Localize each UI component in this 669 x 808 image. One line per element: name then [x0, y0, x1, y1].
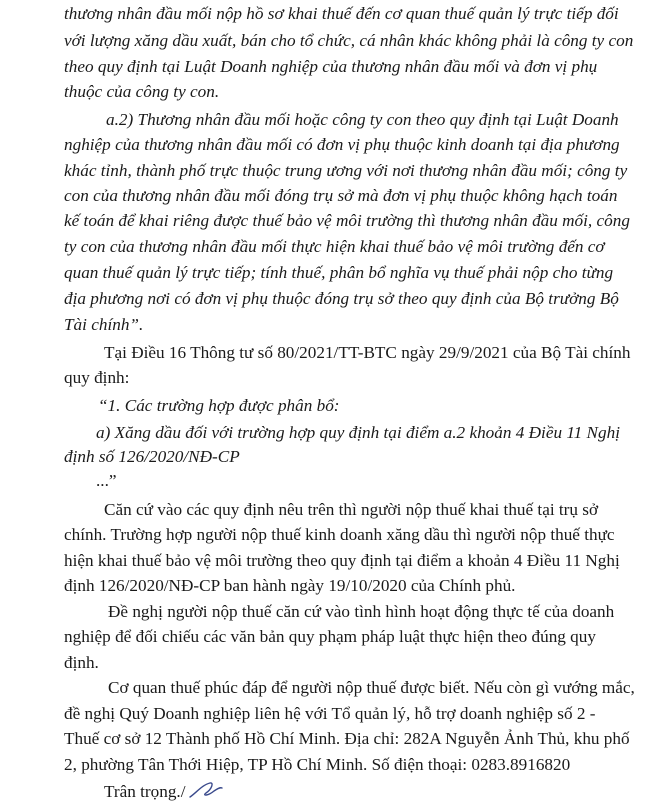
text-line: a) Xăng dầu đối với trường hợp quy định tại điểm a.2 khoản 4 Điều 11 Nghị — [96, 423, 620, 442]
text-line: khác tỉnh, thành phố trực thuộc trung ương với nơi thương nhân đầu mối; công ty — [64, 161, 628, 180]
text-line: với lượng xăng dầu xuất, bán cho tổ chức, cá nhân khác không phải là công ty con — [64, 31, 634, 50]
text-line: kế toán để khai riêng được thuế bảo vệ môi trường thì thương nhân đầu mối, công — [64, 211, 630, 230]
text-line: Tài chính”. — [64, 315, 144, 334]
text-line: con của thương nhân đầu mối đóng trụ sở mà đơn vị phụ thuộc không hạch toán — [64, 186, 618, 205]
text-line: thương nhân đầu mối nộp hồ sơ khai thuế đến cơ quan thuế quản lý trực tiếp đối — [64, 4, 619, 23]
text-line: 2, phường Tân Thới Hiệp, TP Hồ Chí Minh. Số điện thoại: 0283.8916820 — [64, 755, 571, 774]
signature-icon — [188, 779, 224, 807]
text-line: chính. Trường hợp người nộp thuế kinh doanh xăng dầu thì người nộp thuế thực — [64, 525, 615, 544]
text-line: nghiệp của thương nhân đầu mối có đơn vị phụ thuộc kinh doanh tại địa phương — [64, 135, 620, 154]
text-line: “1. Các trường hợp được phân bổ: — [98, 396, 340, 415]
text-line: Cơ quan thuế phúc đáp để người nộp thuế được biết. Nếu còn gì vướng mắc, — [108, 678, 635, 697]
closing-line — [104, 779, 669, 807]
text-line: hiện khai thuế bảo vệ môi trường theo quy định tại điểm a khoản 4 Điều 11 Nghị — [64, 551, 620, 570]
text-line: địa phương nơi có đơn vị phụ thuộc đóng trụ sở theo quy định của Bộ trưởng Bộ — [64, 289, 619, 308]
text-line: Thuế cơ sở 12 Thành phố Hồ Chí Minh. Địa chỉ: 282A Nguyễn Ảnh Thủ, khu phố — [64, 729, 630, 748]
text-line: định 126/2020/NĐ-CP ban hành ngày 19/10/2020 của Chính phủ. — [64, 576, 516, 595]
closing-text: Trân trọng./ — [104, 781, 186, 801]
text-line: nghiệp để đối chiếu các văn bản quy phạm pháp luật thực hiện theo đúng quy — [64, 627, 596, 646]
text-line: ty con của thương nhân đầu mối thực hiện khai thuế bảo vệ môi trường đến cơ — [64, 237, 605, 256]
text-line: đề nghị Quý Doanh nghiệp liên hệ với Tổ quản lý, hỗ trợ doanh nghiệp số 2 - — [64, 704, 596, 723]
text-line: Đề nghị người nộp thuế căn cứ vào tình hình hoạt động thực tế của doanh — [108, 602, 615, 621]
text-line: quan thuế quản lý trực tiếp; tính thuế, phân bổ nghĩa vụ thuế phải nộp cho từng — [64, 263, 614, 282]
text-line: a.2) Thương nhân đầu mối hoặc công ty con theo quy định tại Luật Doanh — [106, 110, 619, 129]
text-line: theo quy định tại Luật Doanh nghiệp của thương nhân đầu mối và đơn vị phụ — [64, 57, 598, 76]
text-line: định số 126/2020/NĐ-CP — [64, 447, 240, 466]
text-line: định. — [64, 653, 99, 672]
text-line: quy định: — [64, 368, 130, 387]
text-line: ...” — [96, 471, 117, 490]
text-line: thuộc của công ty con. — [64, 82, 220, 101]
text-line: Căn cứ vào các quy định nêu trên thì người nộp thuế khai thuế tại trụ sở — [104, 500, 599, 519]
text-line: Tại Điều 16 Thông tư số 80/2021/TT-BTC ngày 29/9/2021 của Bộ Tài chính — [104, 343, 631, 362]
